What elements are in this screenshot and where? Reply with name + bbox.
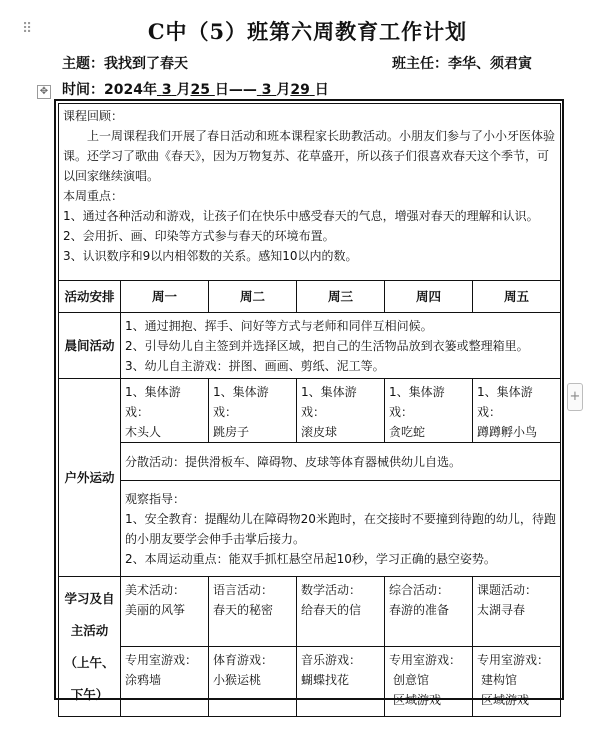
focus-item: 1、通过各种活动和游戏，让孩子们在快乐中感受春天的气息，增强对春天的理解和认识。: [63, 209, 539, 223]
game-extra: 区域游戏: [481, 693, 530, 707]
learning-games-row: [59, 647, 561, 717]
game-name: 蹲蹲孵小鸟: [477, 425, 538, 439]
review-title: 课程回顾：: [63, 109, 124, 123]
day-header: 周五: [473, 281, 561, 313]
activity-type: 课题活动：: [477, 583, 538, 597]
learning-game-cell: [297, 647, 385, 717]
game-type: 专用室游戏：: [389, 653, 462, 667]
outdoor-game-cell: [473, 379, 561, 443]
outdoor-game-cell: [297, 379, 385, 443]
header-row: [59, 281, 561, 313]
game-name: 建构馆: [481, 673, 518, 687]
theme-label: 主题：: [62, 56, 104, 72]
game-type: 1、集体游戏：: [125, 385, 181, 419]
activity-type: 综合活动：: [389, 583, 450, 597]
intro-row: [59, 104, 561, 281]
morning-line: 3、幼儿自主游戏：拼图、画画、剪纸、泥工等。: [125, 358, 385, 373]
end-day: 29: [290, 82, 310, 98]
outdoor-games-row: [59, 379, 561, 443]
game-name: 木头人: [125, 425, 162, 439]
game-name: 创意馆: [393, 673, 430, 687]
focus-item: 3、认识数序和9以内相邻数的关系。感知10以内的数。: [63, 249, 358, 263]
review-text: 上一周课程我们开展了春日活动和班本课程家长助教活动。小朋友们参与了小小牙医体验课。还学习了歌曲《春天》，因为万物复苏、花草盛开，所以孩子们很喜欢春天这个季节，可以回家继续演唱。: [63, 129, 556, 183]
morning-row: [59, 313, 561, 379]
game-type: 1、集体游戏：: [389, 385, 445, 419]
game-name: 涂鸦墙: [125, 673, 162, 687]
game-type: 体育游戏：: [213, 653, 274, 667]
outdoor-notes-row: [59, 481, 561, 577]
note-item: 1、安全教育：提醒幼儿在障碍物20米跑时，在交接时不要撞到待跑的幼儿，待跑的小朋友要学会伸手击掌后接力。: [125, 511, 556, 546]
learning-game-cell: [473, 647, 561, 717]
add-column-icon[interactable]: +: [567, 383, 583, 411]
activity-name: 春游的准备: [389, 603, 450, 617]
game-name: 跳房子: [213, 425, 250, 439]
month-char: 月: [276, 82, 291, 98]
learning-activity-cell: [209, 577, 297, 647]
month-char: 月: [176, 82, 191, 98]
day-header: 周三: [297, 281, 385, 313]
game-type: 专用室游戏：: [477, 653, 550, 667]
outdoor-game-cell: [209, 379, 297, 443]
teacher-label: 班主任：: [392, 56, 448, 72]
outdoor-label: 户外运动: [59, 379, 121, 577]
learning-game-cell: [385, 647, 473, 717]
game-type: 专用室游戏：: [125, 653, 198, 667]
corner-header: 活动安排: [59, 281, 121, 313]
focus-title: 本周重点：: [63, 189, 124, 203]
game-name: 小猴运桃: [213, 673, 262, 687]
theme-value: 我找到了春天: [104, 56, 188, 72]
learning-activity-cell: [385, 577, 473, 647]
activity-type: 语言活动：: [213, 583, 274, 597]
game-name: 滚皮球: [301, 425, 338, 439]
morning-line: 2、引导幼儿自主签到并选择区域，把自己的生活物品放到衣篓或整理箱里。: [125, 338, 529, 353]
theme-line: [62, 53, 188, 73]
learning-game-cell: [209, 647, 297, 717]
notes-title: 观察指导：: [125, 491, 186, 506]
teacher-line: [392, 53, 532, 73]
start-day: 25: [190, 82, 210, 98]
activity-type: 美术活动：: [125, 583, 186, 597]
year: 2024年: [104, 82, 157, 98]
learning-activities-row: [59, 577, 561, 647]
table-move-handle-icon[interactable]: ✥: [37, 85, 51, 99]
learning-label: 学习及自 主活动 （上午、 下午）: [59, 577, 121, 717]
day-char: 日: [214, 82, 229, 98]
outdoor-game-cell: [121, 379, 209, 443]
morning-label: 晨间活动: [59, 313, 121, 379]
learning-activity-cell: [473, 577, 561, 647]
day-header: 周四: [385, 281, 473, 313]
activity-name: 美丽的风筝: [125, 603, 186, 617]
day-char: 日: [314, 82, 329, 98]
day-header: 周一: [121, 281, 209, 313]
learning-activity-cell: [297, 577, 385, 647]
game-type: 1、集体游戏：: [213, 385, 269, 419]
day-header: 周二: [209, 281, 297, 313]
learning-activity-cell: [121, 577, 209, 647]
game-extra: 区域游戏: [393, 693, 442, 707]
activity-name: 太湖寻春: [477, 603, 526, 617]
morning-line: 1、通过拥抱、挥手、问好等方式与老师和同伴互相问候。: [125, 318, 433, 333]
range-separator: ——: [228, 82, 257, 98]
outdoor-game-cell: [385, 379, 473, 443]
learning-game-cell: [121, 647, 209, 717]
activity-name: 给春天的信: [301, 603, 362, 617]
weekly-plan-table: [58, 103, 561, 717]
game-type: 1、集体游戏：: [477, 385, 533, 419]
game-type: 音乐游戏：: [301, 653, 362, 667]
drag-handle-icon[interactable]: ⠿: [22, 21, 33, 37]
teacher-value: 李华、须君寅: [448, 56, 532, 72]
morning-cell: [121, 313, 561, 379]
end-month: 3: [261, 82, 272, 98]
activity-type: 数学活动：: [301, 583, 362, 597]
game-name: 蝴蝶找花: [301, 673, 350, 687]
focus-item: 2、会用折、画、印染等方式参与春天的环境布置。: [63, 229, 335, 243]
outdoor-notes-cell: [121, 481, 561, 577]
date-line: [62, 79, 329, 99]
game-type: 1、集体游戏：: [301, 385, 357, 419]
game-name: 贪吃蛇: [389, 425, 426, 439]
intro-cell: [59, 104, 561, 281]
activity-name: 春天的秘密: [213, 603, 274, 617]
start-month: 3: [161, 82, 172, 98]
note-item: 2、本周运动重点：能双手抓杠悬空吊起10秒，学习正确的悬空姿势。: [125, 551, 496, 566]
free-play-cell: 分散活动：提供滑板车、障碍物、皮球等体育器械供幼儿自选。: [121, 443, 561, 481]
outdoor-free-row: [59, 443, 561, 481]
page-title: C中（5）班第六周教育工作计划: [147, 19, 468, 44]
time-label: 时间：: [62, 82, 104, 98]
